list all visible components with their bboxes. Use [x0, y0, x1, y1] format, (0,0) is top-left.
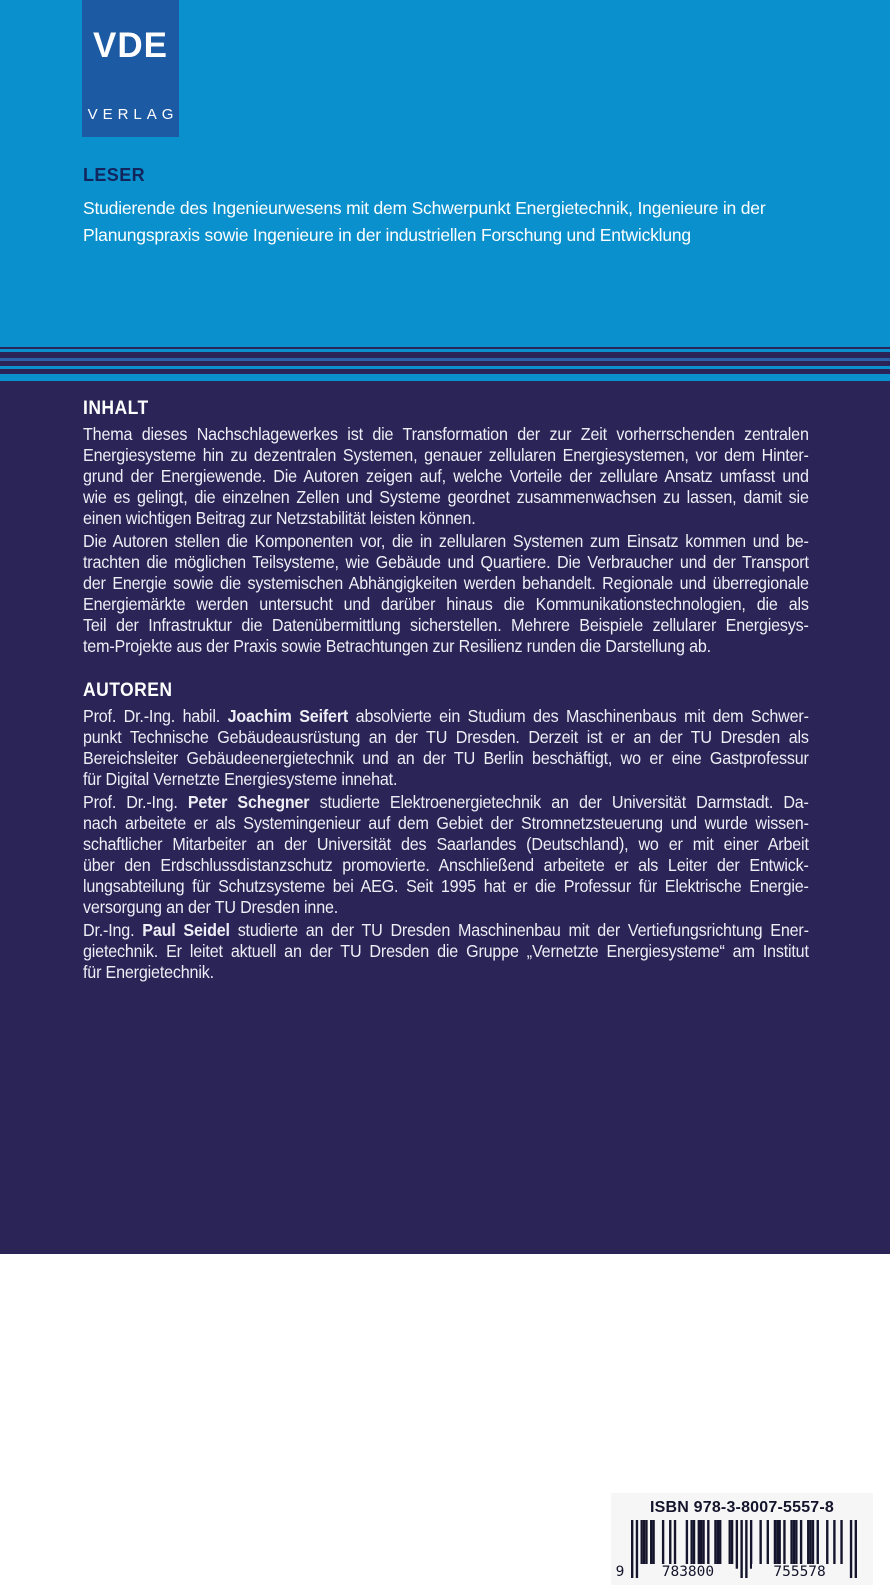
text-line: Studierende des Ingenieurwesens mit dem Schwerpunkt Energietechnik, Ingenieure in der [83, 198, 766, 218]
author-paragraph-seifert [83, 706, 809, 790]
text-line: Thema dieses Nachschlagewerkes ist die Transformation der zur Zeit vorherrschenden zentralen [83, 424, 809, 444]
text-line: Bereichsleiter Gebäudeenergietechnik und an der TU Berlin beschäftigt, wo er eine Gastprofessur [83, 748, 809, 768]
publisher-website: www.vde-verlag.de [628, 1468, 790, 1488]
inhalt-section [83, 399, 809, 657]
body-section [0, 381, 890, 1580]
body-text-column [83, 381, 809, 985]
top-section [0, 0, 890, 347]
text-line: wie es gelingt, die einzelnen Zellen und Systeme geordnet zusammenwachsen zu lassen, damit sie [83, 487, 809, 507]
text-line: lungsabteilung für Schutzsysteme bei AEG. Seit 1995 hat er die Professur für Elektrische Energie- [83, 876, 809, 896]
stripe [0, 374, 890, 381]
barcode-digit-group: 783800 [640, 1564, 735, 1580]
text-line: Prof. Dr.-Ing. habil. Joachim Seifert absolvierte ein Studium des Maschinenbaus mit dem Schwer- [83, 706, 809, 726]
barcode-digit-group: 9 [615, 1564, 625, 1580]
text-line: grund der Energiewende. Die Autoren zeigen auf, welche Vorteile der zellulare Ansatz umfasst und [83, 466, 809, 486]
inhalt-heading: INHALT [83, 398, 149, 419]
text-line: der Energie sowie die systemischen Abhängigkeiten werden behandelt. Regionale und überregionale [83, 573, 809, 593]
divider-stripes [0, 347, 890, 381]
text-line: schaftlicher Mitarbeiter an der Universität des Saarlandes (Deutschland), wo er mit einer Arbeit [83, 834, 809, 854]
text-line: Energiemärkte werden untersucht und darüber hinaus die Kommunikationstechnologien, die als [83, 594, 809, 614]
leser-text [83, 195, 813, 249]
text-line: über den Erdschlussdistanzschutz promovierte. Anschließend arbeitete er als Leiter der Entwick- [83, 855, 809, 875]
leser-heading: LESER [83, 165, 146, 185]
text-line: Dr.-Ing. Paul Seidel studierte an der TU Dresden Maschinenbau mit der Vertiefungsrichtung Ener- [83, 920, 809, 940]
logo-vde-text: VDE [93, 26, 168, 65]
ean13-barcode [615, 1520, 857, 1580]
text-line: Prof. Dr.-Ing. Peter Schegner studierte Elektroenergietechnik an der Universität Darmstadt. Da- [83, 792, 809, 812]
text-line: für Digital Vernetzte Energiesysteme innehat. [83, 769, 398, 789]
author-paragraph-seidel [83, 920, 809, 983]
inhalt-paragraph-1 [83, 424, 809, 529]
text-line: versorgung an der TU Dresden inne. [83, 897, 339, 917]
text-line: nach arbeitete er als Systemingenieur auf dem Gebiet der Stromnetzsteuerung und wurde wissen- [83, 813, 809, 833]
autoren-section [83, 681, 809, 983]
text-line: Teil der Infrastruktur die Datenübermittlung sicherstellen. Mehrere Beispiele zellularer Energiesys- [83, 615, 809, 635]
text-line: Planungspraxis sowie Ingenieure in der industriellen Forschung und Entwicklung [83, 225, 691, 245]
text-line: einen wichtigen Beitrag zur Netzstabilität leisten können. [83, 508, 476, 528]
text-line: für Energietechnik. [83, 962, 214, 982]
autoren-heading: AUTOREN [83, 680, 173, 701]
text-line: gietechnik. Er leitet aktuell an der TU Dresden die Gruppe „Vernetzte Energiesysteme“ am Institut [83, 941, 809, 961]
isbn-label: ISBN 978-3-8007-5557-8 [649, 1499, 835, 1516]
text-line: punkt Technische Gebäudeausrüstung an der TU Dresden. Derzeit ist er an der TU Dresden als [83, 727, 809, 747]
author-paragraph-schegner [83, 792, 809, 918]
text-line: Die Autoren stellen die Komponenten vor, die in zellularen Systemen zum Einsatz kommen und be- [83, 531, 809, 551]
barcode-digit-group: 755578 [752, 1564, 847, 1580]
text-line: tem-Projekte aus der Praxis sowie Betrachtungen zur Resilienz runden die Darstellung ab. [83, 636, 711, 656]
logo-verlag-text: VERLAG [87, 106, 179, 123]
isbn-barcode-box [611, 1493, 873, 1585]
text-line: Energiesysteme hin zu dezentralen Systemen, genauer zellularen Energiesystemen, vor dem Hinter- [83, 445, 809, 465]
leser-section [83, 166, 813, 249]
inhalt-paragraph-2 [83, 531, 809, 657]
text-line: trachten die möglichen Teilsysteme, wie Gebäude und Quartiere. Die Verbraucher und der Transport [83, 552, 809, 572]
vde-verlag-logo [82, 0, 179, 137]
